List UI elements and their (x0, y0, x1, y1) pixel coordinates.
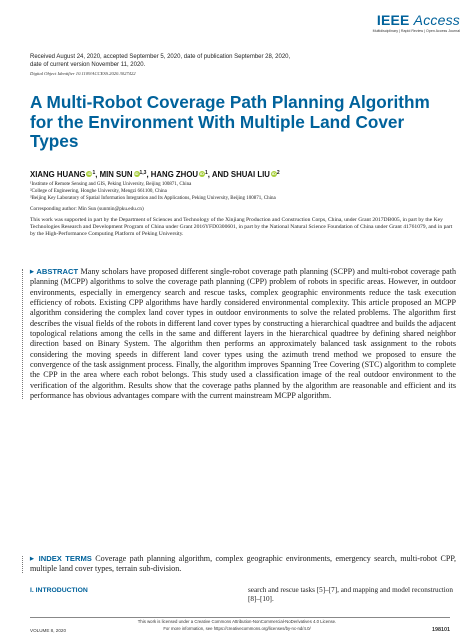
author-name: MIN SUN (99, 170, 133, 179)
affiliation-item: ³Beijing Key Laboratory of Spatial Information Integration and Its Applications, Peking University, Beijing 100871, China (30, 195, 276, 201)
license-notice: This work is licensed under a Creative Commons Attribution-NonCommercial-NoDerivatives 4.0 License. (137, 619, 337, 624)
funding-statement: This work was supported in part by the Department of Sciences and Technology of the Xinjiang Production and Construction Corps, China, under Grant 2017DB005, in part by the Key Technologies Research and Development Program of China under Grant 2016YFD0300601, in part by the National Natural Science Foundation of China under Grant 41761079, and in part by the High-Performance Computing Platform of Peking University. (30, 217, 453, 238)
logo-brand: IEEE (376, 12, 410, 28)
body-paragraph: search and rescue tasks [5]–[7], and mapping and model reconstruction [8]–[10]. (248, 586, 453, 604)
orcid-icon[interactable]: iD (200, 171, 205, 176)
orcid-icon[interactable]: iD (87, 171, 92, 176)
footer-rule (30, 617, 450, 618)
author-affiliation-sup: 1 (205, 170, 208, 176)
section-heading: I. INTRODUCTION (30, 587, 88, 594)
logo-brand-accent: Access (413, 12, 460, 28)
affiliations (30, 182, 450, 202)
index-terms-heading: ▶ INDEX TERMS (30, 554, 92, 563)
author-name: HANG ZHOU (150, 170, 199, 179)
corresponding-author: Corresponding author: Min Sun (sunmin@pku.edu.cn) (30, 206, 144, 212)
page-number: 198101 (432, 627, 450, 633)
orcid-icon[interactable]: iD (271, 171, 276, 176)
body-column-right (248, 586, 453, 604)
affiliation-item: ²College of Engineering, Honghe University, Mengzi 661100, China (30, 188, 167, 194)
volume-label: VOLUME 8, 2020 (30, 628, 67, 633)
index-terms-block (22, 554, 456, 575)
triangle-icon: ▶ (30, 556, 36, 562)
doi: Digital Object Identifier 10.1109/ACCESS.2020.3027422 (30, 71, 136, 76)
author-affiliation-sup: 1 (92, 170, 96, 176)
paper-title: A Multi-Robot Coverage Path Planning Algorithm for the Environment With Multiple Land Cover Types (30, 92, 430, 151)
author-list: XIANG HUANG $iD^1$, MIN SUN iD$^{1,3}$, HANG ZHOU $iD^1$, AND SHUAI LIU $iD^2$ (30, 170, 280, 179)
license-link[interactable]: For more information, see https://creativecommons.org/licenses/by-nc-nd/4.0/ (163, 626, 311, 631)
abstract-block (22, 267, 456, 401)
author-affiliation-sup: 2 (276, 170, 280, 176)
body-column-left (30, 586, 235, 596)
author-name: AND SHUAI LIU (211, 170, 270, 179)
abstract-text: Many scholars have proposed different single-robot coverage path planning (SCPP) and multi-robot coverage path planning (MCPP) algorithms to solve the coverage path planning (CPP) problem of robots in specific areas. However, in outdoor environments, especially in emergency search and rescue tasks, complex geographic environments reduce the task execution efficiency of robots. Existing CPP algorithms have hardly considered environmental complexity. This article proposed an MCPP algorithm considering the complex land cover types in outdoor environments to solve the related problems. The algorithm first describes the visual fields of the robots in different land cover types by constructing a hierarchical quadtree and builds the adjacent topological relations among the cells in the same and different layers in the hierarchical quadtree by defining shared neighbor direction based on Binary System. The algorithm then performs an approximately balanced task assignment to the robots considering the moving speeds in different land cover types using the azimuth trend method we proposed to ensure the convergence of the task assignment process. Finally, the algorithm improves Spanning Tree Covering (STC) algorithm to complete the CPP in the area where each robot belongs. This study used a classification image of the real outdoor environment to the verification of the algorithm. Results show that the coverage paths planned by the algorithm are reasonable and efficient and its performance has obvious advantages compare with the current mainstream MCPP algorithm. (30, 267, 456, 401)
author-affiliation-sup: 1,3 (139, 170, 147, 176)
abstract-heading: ▶ ABSTRACT (30, 267, 79, 276)
ieee-access-logo (373, 12, 460, 33)
dotted-divider (22, 556, 24, 573)
publication-dates (30, 53, 450, 69)
dates-line-1: Received August 24, 2020, accepted September 5, 2020, date of publication September 28, 2020, (30, 54, 291, 60)
author-name: XIANG HUANG (30, 170, 86, 179)
logo-tagline: Multidisciplinary | Rapid Review | Open Access Journal (372, 29, 460, 33)
dates-line-2: date of current version November 11, 2020. (30, 62, 146, 68)
affiliation-item: ¹Institute of Remote Sensing and GIS, Peking University, Beijing 100871, China (30, 182, 192, 187)
orcid-icon[interactable]: iD (134, 171, 139, 176)
index-terms-text: Coverage path planning algorithm, complex geographic environments, emergency search, multi-robot CPP, multiple land cover types, terrain sub-division. (30, 554, 456, 574)
dotted-divider (22, 269, 24, 399)
triangle-icon: ▶ (30, 269, 35, 275)
